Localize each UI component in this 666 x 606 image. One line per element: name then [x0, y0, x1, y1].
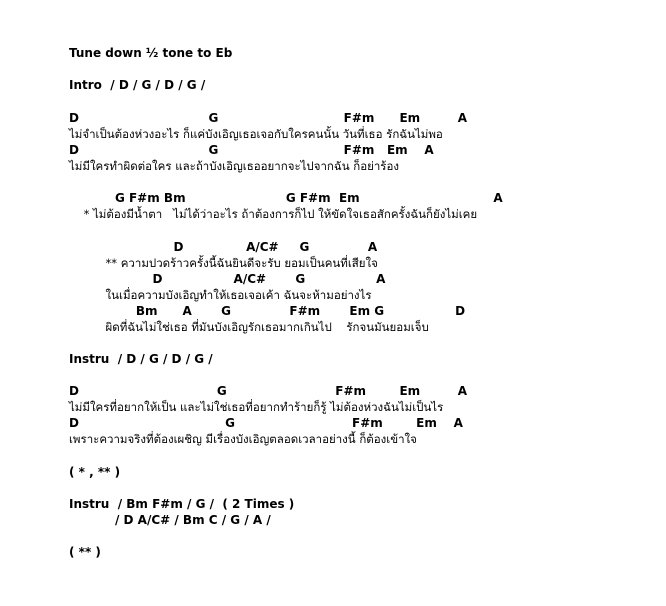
chorus-chords-3: Bm A G F#m Em G D [69, 304, 466, 318]
prechorus-chords-1: G F#m Bm G F#m Em A [69, 191, 503, 205]
chorus-chords-2: D A/C# G A [69, 272, 386, 286]
verse1-lyric-1: ไม่จำเป็นต้องห่วงอะไร ก็แค่บังเอิญเธอเจอกับใครคนนั้น วันที่เธอ รักฉันไม่พอ [69, 127, 443, 141]
verse2-chords-2: D G F#m Em A [69, 416, 463, 430]
verse1-lyric-2: ไม่มีใครทำผิดต่อใคร และถ้าบังเอิญเธออยากจะไปจากฉัน ก็อย่าร้อง [69, 159, 399, 173]
chorus-chords-1: D A/C# G A [69, 240, 378, 254]
verse1-chords-2: D G F#m Em A [69, 143, 434, 157]
chorus-lyric-2: ในเมื่อความบังเอิญทำให้เธอเจอเค้า ฉันจะห้ามอย่างไร [69, 288, 372, 302]
sheet-title: Tune down ½ tone to Eb [69, 46, 233, 60]
instru-line-1: Instru / D / G / D / G / [69, 352, 213, 366]
prechorus-lyric-1: * ไม่ต้องมีน้ำตา ไม่ได้ว่าอะไร ถ้าต้องการก็ไป ให้ขัดใจเธอสักครั้งฉันก็ยังไม่เคย [69, 207, 478, 221]
instru-line-2-cont: / D A/C# / Bm C / G / A / [69, 513, 271, 527]
chorus-lyric-3: ผิดที่ฉันไม่ใช่เธอ ที่มันบังเอิญรักเธอมากเกินไป รักจนมันยอมเจ็บ [69, 320, 429, 334]
chorus-lyric-1: ** ความปวดร้าวครั้งนี้ฉันยินดีจะรับ ยอมเป็นคนที่เสียใจ [69, 256, 378, 270]
intro-line: Intro / D / G / D / G / [69, 78, 206, 92]
instru-line-2: Instru / Bm F#m / G / ( 2 Times ) [69, 497, 295, 511]
verse2-chords-1: D G F#m Em A [69, 384, 468, 398]
repeat-marker-1: ( * , ** ) [69, 465, 121, 479]
verse2-lyric-2: เพราะความจริงที่ต้องเผชิญ มีเรื่องบังเอิญตลอดเวลาอย่างนี้ ก็ต้องเข้าใจ [69, 432, 417, 446]
repeat-marker-2: ( ** ) [69, 545, 101, 559]
verse2-lyric-1: ไม่มีใครที่อยากให้เป็น และไม่ใช่เธอที่อยากทำร้ายก็รู้ ไม่ต้องห่วงฉันไม่เป็นไร [69, 400, 444, 414]
verse1-chords-1: D G F#m Em A [69, 111, 468, 125]
